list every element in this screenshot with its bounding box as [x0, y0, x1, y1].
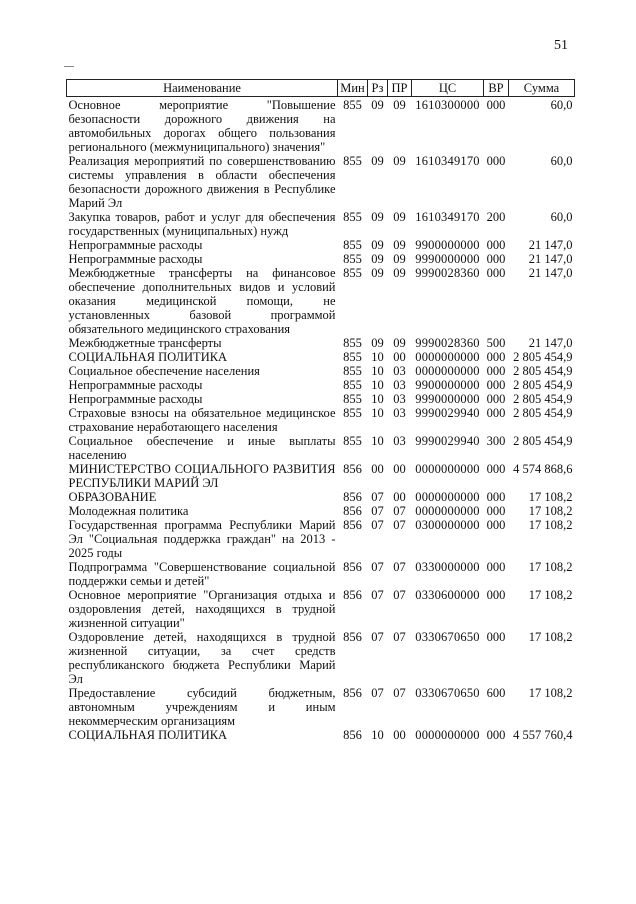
cell-cs: 9990000000: [415, 252, 480, 266]
cell-cs: 0000000000: [415, 462, 480, 476]
cell-rz: 10: [371, 350, 384, 364]
table-row: [67, 490, 575, 504]
cell-pr: 09: [393, 154, 406, 168]
page-number: 51: [554, 38, 568, 53]
cell-sum: 17 108,2: [528, 588, 573, 602]
cell-name: Закупка товаров, работ и услуг для обеспечения государственных (муниципальных) нужд: [68, 210, 336, 238]
cell-cs: 1610300000: [415, 98, 480, 112]
cell-sum: 4 574 868,6: [513, 462, 573, 476]
cell-cs: 9900000000: [415, 238, 480, 252]
cell-sum: 2 805 454,9: [513, 364, 573, 378]
table-row: [67, 238, 575, 252]
cell-pr: 09: [393, 266, 406, 280]
cell-pr: 07: [393, 588, 406, 602]
cell-sum: 60,0: [550, 210, 573, 224]
cell-rz: 07: [371, 560, 384, 574]
cell-pr: 03: [393, 364, 406, 378]
cell-vr: 000: [486, 504, 506, 518]
cell-pr: 07: [393, 560, 406, 574]
cell-name: Межбюджетные трансферты на финансовое обеспечение дополнительных видов и условий оказания медицинской помощи, не установленных базовой программой обязательного медицинского страхования: [68, 266, 336, 336]
table-row: [67, 630, 575, 686]
cell-min: 856: [343, 560, 362, 574]
cell-rz: 07: [371, 504, 384, 518]
cell-sum: 17 108,2: [528, 518, 573, 532]
cell-vr: 000: [486, 364, 506, 378]
cell-cs: 9990029940: [415, 406, 480, 420]
cell-cs: 0000000000: [415, 364, 480, 378]
cell-name: Непрограммные расходы: [68, 252, 203, 266]
cell-min: 856: [343, 462, 362, 476]
cell-name: СОЦИАЛЬНАЯ ПОЛИТИКА: [68, 728, 228, 742]
cell-vr: 000: [486, 252, 506, 266]
cell-min: 855: [343, 378, 362, 392]
cell-min: 856: [343, 686, 362, 700]
cell-min: 855: [343, 266, 362, 280]
cell-min: 856: [343, 728, 362, 742]
header-name: Наименование: [67, 80, 338, 97]
cell-rz: 07: [371, 588, 384, 602]
cell-vr: 000: [486, 154, 506, 168]
cell-name: МИНИСТЕРСТВО СОЦИАЛЬНОГО РАЗВИТИЯ РЕСПУБЛИКИ МАРИЙ ЭЛ: [68, 462, 336, 490]
cell-cs: 0330000000: [415, 560, 480, 574]
table-row: [67, 406, 575, 434]
cell-rz: 07: [371, 490, 384, 504]
cell-min: 855: [343, 98, 362, 112]
cell-rz: 09: [371, 238, 384, 252]
cell-vr: 000: [486, 238, 506, 252]
table-row: [67, 728, 575, 742]
budget-table: [66, 79, 575, 742]
cell-vr: 000: [486, 392, 506, 406]
cell-cs: 9990000000: [415, 392, 480, 406]
header-min: Мин: [338, 80, 368, 97]
cell-min: 855: [343, 364, 362, 378]
cell-sum: 2 805 454,9: [513, 406, 573, 420]
cell-cs: 0000000000: [415, 350, 480, 364]
table-row: [67, 518, 575, 560]
table-row: [67, 560, 575, 588]
cell-rz: 10: [371, 392, 384, 406]
cell-pr: 09: [393, 98, 406, 112]
cell-sum: 17 108,2: [528, 686, 573, 700]
cell-vr: 000: [486, 490, 506, 504]
cell-sum: 2 805 454,9: [513, 392, 573, 406]
table-row: [67, 97, 575, 155]
cell-pr: 00: [393, 350, 406, 364]
cell-min: 855: [343, 210, 362, 224]
cell-name: Подпрограмма "Совершенствование социальной поддержки семьи и детей": [68, 560, 336, 588]
table-row: [67, 210, 575, 238]
cell-name: ОБРАЗОВАНИЕ: [68, 490, 157, 504]
cell-sum: 17 108,2: [528, 560, 573, 574]
cell-pr: 00: [393, 462, 406, 476]
cell-cs: 0330600000: [415, 588, 480, 602]
cell-rz: 09: [371, 154, 384, 168]
cell-sum: 21 147,0: [528, 336, 573, 350]
table-row: [67, 266, 575, 336]
cell-name: Социальное обеспечение населения: [68, 364, 260, 378]
cell-name: Непрограммные расходы: [68, 378, 203, 392]
cell-rz: 10: [371, 406, 384, 420]
cell-pr: 07: [393, 504, 406, 518]
cell-sum: 21 147,0: [528, 266, 573, 280]
cell-pr: 03: [393, 434, 406, 448]
cell-cs: 0000000000: [415, 728, 480, 742]
cell-sum: 21 147,0: [528, 238, 573, 252]
cell-cs: 9900000000: [415, 378, 480, 392]
cell-rz: 00: [371, 462, 384, 476]
header-mark: [64, 66, 74, 68]
table-row: [67, 434, 575, 462]
cell-rz: 10: [371, 728, 384, 742]
cell-min: 855: [343, 406, 362, 420]
cell-name: Основное мероприятие "Организация отдыха и оздоровления детей, находящихся в трудной жизненной ситуации": [68, 588, 336, 630]
cell-rz: 09: [371, 98, 384, 112]
cell-name: Государственная программа Республики Марий Эл "Социальная поддержка граждан" на 2013 - 2025 годы: [68, 518, 336, 560]
cell-name: Социальное обеспечение и иные выплаты населению: [68, 434, 336, 462]
cell-rz: 07: [371, 686, 384, 700]
cell-cs: 0330670650: [415, 630, 480, 644]
cell-sum: 17 108,2: [528, 504, 573, 518]
cell-rz: 09: [371, 266, 384, 280]
cell-min: 856: [343, 518, 362, 532]
cell-pr: 00: [393, 728, 406, 742]
cell-cs: 1610349170: [415, 154, 480, 168]
cell-rz: 10: [371, 378, 384, 392]
cell-min: 856: [343, 630, 362, 644]
cell-cs: 9990028360: [415, 266, 480, 280]
table-header-row: [67, 80, 575, 97]
cell-pr: 03: [393, 392, 406, 406]
table-row: [67, 378, 575, 392]
cell-vr: 000: [486, 462, 506, 476]
table-body: [67, 97, 575, 743]
cell-cs: 9990029940: [415, 434, 480, 448]
cell-min: 856: [343, 490, 362, 504]
cell-vr: 000: [486, 266, 506, 280]
cell-vr: 000: [486, 630, 506, 644]
cell-rz: 09: [371, 336, 384, 350]
cell-sum: 17 108,2: [528, 630, 573, 644]
table-row: [67, 504, 575, 518]
cell-name: Молодежная политика: [68, 504, 189, 518]
cell-pr: 00: [393, 490, 406, 504]
cell-name: Непрограммные расходы: [68, 392, 203, 406]
cell-sum: 2 805 454,9: [513, 378, 573, 392]
table-row: [67, 588, 575, 630]
cell-sum: 2 805 454,9: [513, 350, 573, 364]
cell-rz: 10: [371, 364, 384, 378]
cell-pr: 03: [393, 406, 406, 420]
cell-sum: 4 557 760,4: [513, 728, 573, 742]
cell-rz: 10: [371, 434, 384, 448]
cell-sum: 2 805 454,9: [513, 434, 573, 448]
cell-vr: 600: [486, 686, 506, 700]
cell-cs: 0000000000: [415, 504, 480, 518]
cell-sum: 60,0: [550, 154, 573, 168]
cell-name: Основное мероприятие "Повышение безопасности дорожного движения на автомобильных дорогах общего пользования регионального (межмуниципального) значения": [68, 98, 336, 154]
table-row: [67, 364, 575, 378]
cell-sum: 17 108,2: [528, 490, 573, 504]
header-vr: ВР: [484, 80, 509, 97]
cell-pr: 07: [393, 686, 406, 700]
cell-min: 855: [343, 350, 362, 364]
cell-min: 856: [343, 504, 362, 518]
cell-min: 855: [343, 252, 362, 266]
table-row: [67, 462, 575, 490]
cell-vr: 000: [486, 350, 506, 364]
cell-rz: 09: [371, 252, 384, 266]
cell-vr: 000: [486, 560, 506, 574]
cell-cs: 0300000000: [415, 518, 480, 532]
cell-vr: 000: [486, 588, 506, 602]
cell-pr: 09: [393, 336, 406, 350]
cell-cs: 0000000000: [415, 490, 480, 504]
cell-vr: 000: [486, 406, 506, 420]
cell-rz: 09: [371, 210, 384, 224]
cell-min: 855: [343, 392, 362, 406]
cell-pr: 07: [393, 630, 406, 644]
table-row: [67, 350, 575, 364]
cell-min: 855: [343, 336, 362, 350]
table-row: [67, 336, 575, 350]
cell-cs: 9990028360: [415, 336, 480, 350]
cell-name: Оздоровление детей, находящихся в трудной жизненной ситуации, за счет средств республиканского бюджета Республики Марий Эл: [68, 630, 336, 686]
cell-pr: 09: [393, 252, 406, 266]
cell-pr: 09: [393, 238, 406, 252]
header-sum: Сумма: [509, 80, 575, 97]
table-row: [67, 686, 575, 728]
cell-pr: 07: [393, 518, 406, 532]
cell-vr: 500: [486, 336, 506, 350]
cell-sum: 21 147,0: [528, 252, 573, 266]
cell-vr: 000: [486, 378, 506, 392]
cell-pr: 09: [393, 210, 406, 224]
cell-cs: 1610349170: [415, 210, 480, 224]
cell-vr: 300: [486, 434, 506, 448]
cell-sum: 60,0: [550, 98, 573, 112]
table-row: [67, 252, 575, 266]
cell-name: Непрограммные расходы: [68, 238, 203, 252]
cell-min: 856: [343, 588, 362, 602]
cell-name: СОЦИАЛЬНАЯ ПОЛИТИКА: [68, 350, 228, 364]
cell-rz: 07: [371, 630, 384, 644]
cell-min: 855: [343, 238, 362, 252]
cell-vr: 000: [486, 518, 506, 532]
cell-pr: 03: [393, 378, 406, 392]
table-row: [67, 154, 575, 210]
cell-min: 855: [343, 154, 362, 168]
cell-rz: 07: [371, 518, 384, 532]
cell-vr: 000: [486, 98, 506, 112]
cell-name: Межбюджетные трансферты: [68, 336, 222, 350]
cell-name: Реализация мероприятий по совершенствованию системы управления в области обеспечения безопасности дорожного движения в Республике Марий Эл: [68, 154, 336, 210]
cell-vr: 200: [486, 210, 506, 224]
cell-name: Страховые взносы на обязательное медицинское страхование неработающего населения: [68, 406, 336, 434]
header-pr: ПР: [388, 80, 412, 97]
header-rz: Рз: [368, 80, 388, 97]
cell-cs: 0330670650: [415, 686, 480, 700]
header-cs: ЦС: [412, 80, 484, 97]
cell-vr: 000: [486, 728, 506, 742]
cell-min: 855: [343, 434, 362, 448]
table-row: [67, 392, 575, 406]
cell-name: Предоставление субсидий бюджетным, автономным учреждениям и иным некоммерческим организациям: [68, 686, 336, 728]
